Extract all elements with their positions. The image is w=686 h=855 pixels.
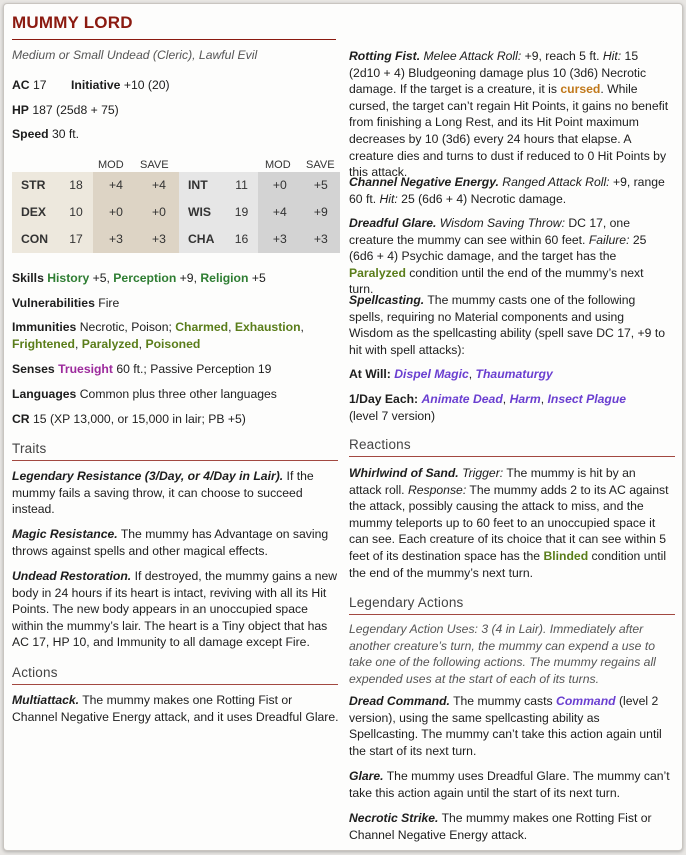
ability-mod: +4 (93, 172, 139, 199)
legendary-name: Glare. (349, 769, 384, 783)
ability-row (179, 199, 340, 226)
condition-paralyzed[interactable]: Paralyzed (349, 265, 406, 280)
creature-meta: Medium or Small Undead (Cleric), Lawful Evil (12, 48, 258, 62)
ability-row (12, 199, 179, 226)
ability-mod: +0 (93, 199, 139, 226)
title-divider (12, 39, 336, 40)
separator: , (502, 392, 510, 406)
action-name: Dreadful Glare. (349, 216, 437, 230)
action-name: Rotting Fist. (349, 49, 421, 63)
actions-heading: Actions (12, 665, 58, 680)
ability-name: DEX (12, 199, 59, 226)
skill-perception[interactable]: Perception (113, 271, 177, 285)
action-spellcasting (349, 292, 671, 358)
ability-name: INT (179, 172, 225, 199)
senses-value: 60 ft.; Passive Perception 19 (112, 362, 272, 376)
ac-value: 17 (33, 78, 47, 92)
challenge-rating (12, 411, 246, 428)
traits-heading: Traits (12, 441, 47, 456)
ability-row (179, 226, 340, 253)
ability-score: 10 (59, 199, 93, 226)
ability-mod: +3 (93, 226, 139, 253)
action-text: The mummy casts one of the following spells, requiring no Material components and using Wisdom as the spellcasting ability (spell save DC 17, +9 to hit with spell attacks): (349, 293, 666, 357)
senses-label: Senses (12, 362, 55, 376)
action-name: Channel Negative Energy. (349, 175, 499, 189)
action-text: +9, reach 5 ft. (521, 49, 603, 63)
action-rotting-fist (349, 48, 669, 181)
action-channel-negative-energy (349, 174, 669, 207)
ability-save: +0 (139, 199, 179, 226)
action-text: 25 (6d6 + 4) Psychic damage, and the target has the (349, 232, 647, 264)
separator: , (74, 336, 82, 351)
speed-label: Speed (12, 127, 49, 141)
legendary-name: Necrotic Strike. (349, 811, 439, 825)
trait-text: If the mummy fails a saving throw, it can choose to succeed instead. (12, 469, 314, 517)
cursed-link[interactable]: cursed (560, 82, 601, 97)
vulnerabilities-value: Fire (98, 296, 120, 310)
ability-save: +3 (139, 226, 179, 253)
vulnerabilities-label: Vulnerabilities (12, 296, 95, 310)
condition-frightened[interactable]: Frightened (12, 336, 75, 351)
attack-type: Melee Attack Roll: (420, 49, 522, 63)
immunities (12, 319, 332, 352)
spell-animate-dead[interactable]: Animate Dead (421, 392, 503, 406)
legendary-necrotic-strike (349, 810, 671, 843)
ability-save: +9 (302, 199, 340, 226)
spell-thaumaturgy[interactable]: Thaumaturgy (475, 367, 553, 381)
initiative-value: +10 (20) (123, 78, 170, 92)
speed-value: 30 ft. (51, 127, 80, 141)
separator: , (138, 336, 146, 351)
hp-value: 187 (25d8 + 75) (32, 103, 119, 117)
day-label: 1/Day Each: (349, 392, 419, 406)
trait-magic-resistance (12, 526, 332, 559)
legendary-dread-command (349, 693, 671, 759)
languages-value: Common plus three other languages (79, 387, 277, 401)
ability-mod: +4 (258, 199, 302, 226)
languages-label: Languages (12, 387, 77, 401)
action-text: condition until the end of the mummy’s next turn. (349, 265, 644, 297)
armor-class (12, 77, 47, 94)
ability-mod: +0 (258, 172, 302, 199)
ability-save: +4 (139, 172, 179, 199)
action-multiattack (12, 692, 340, 725)
action-name: Spellcasting. (349, 293, 425, 307)
attack-type: Ranged Attack Roll: (498, 175, 610, 189)
mod-header: MOD (98, 159, 124, 171)
skill-religion[interactable]: Religion (200, 271, 249, 285)
ability-score: 18 (59, 172, 93, 199)
spell-note: (level 7 version) (349, 408, 436, 423)
reaction-whirlwind-of-sand (349, 465, 671, 581)
save-type: Wisdom Saving Throw: (436, 216, 565, 230)
legendary-divider (349, 614, 675, 615)
trait-legendary-resistance (12, 468, 338, 518)
ability-score: 16 (225, 226, 258, 253)
skills (12, 270, 266, 287)
languages (12, 386, 277, 403)
action-text: . While cursed, the target can’t regain Hit Points, it gains no benefit from finishing a Long Rest, and its Hit Point maximum decreases by 10 (3d6) every 24 hours that elapse. A creature dies and turns to dust if reduced to 0 Hit Points by this attack. (349, 82, 669, 180)
skill-history[interactable]: History (47, 271, 90, 285)
ability-name: CHA (179, 226, 225, 253)
skill-value: +9, (176, 271, 201, 285)
action-text: 15 (2d10 + 4) Bludgeoning damage plus 10 (3d6) Necrotic damage. If the target is a creature, it is (349, 49, 647, 97)
legendary-text: The mummy makes one Rotting Fist or Channel Negative Energy attack. (349, 811, 652, 842)
condition-charmed[interactable]: Charmed (175, 320, 229, 334)
trait-name: Legendary Resistance (3/Day, or 4/Day in Lair). (12, 469, 284, 483)
save-header: SAVE (140, 159, 169, 171)
ac-label: AC (12, 78, 30, 92)
legendary-glare (349, 768, 671, 801)
action-text: +9, range 60 ft. (349, 175, 665, 206)
hit-points (12, 102, 119, 119)
cr-value: 15 (XP 13,000, or 15,000 in lair; PB +5) (33, 412, 246, 426)
trigger-label: Trigger: (458, 466, 504, 480)
skill-value: +5 (248, 271, 266, 285)
skills-label: Skills (12, 271, 44, 285)
initiative-label: Initiative (71, 78, 121, 92)
mod-header: MOD (265, 159, 291, 171)
ability-save: +3 (302, 226, 340, 253)
hp-label: HP (12, 103, 29, 117)
legendary-text: (level 2 version), using the same spellcasting ability as Spellcasting. The mummy can’t take this action again until the start of its next turn. (349, 694, 662, 758)
action-dreadful-glare (349, 215, 669, 298)
legendary-actions-heading: Legendary Actions (349, 595, 464, 610)
ability-name: CON (12, 226, 59, 253)
legendary-intro: Legendary Action Uses: 3 (4 in Lair). Immediately after another creature’s turn, the mummy can expend a use to take one of the following actions. The mummy regains all expended uses at the start of each of its turns. (349, 622, 656, 686)
trait-text: The mummy has Advantage on saving throws against spells and other magical effects. (12, 527, 329, 558)
legendary-text: The mummy casts (449, 694, 557, 708)
at-will-label: At Will: (349, 367, 391, 381)
page-title: MUMMY LORD (12, 13, 133, 32)
stat-block-card (3, 3, 683, 851)
condition-blinded[interactable]: Blinded (543, 548, 589, 563)
actions-divider (12, 684, 338, 685)
reaction-name: Whirlwind of Sand. (349, 466, 459, 480)
trait-name: Undead Restoration. (12, 569, 132, 583)
hit-label: Hit: (379, 191, 398, 206)
trait-name: Magic Resistance. (12, 527, 118, 541)
ability-score: 19 (225, 199, 258, 226)
reactions-heading: Reactions (349, 437, 411, 452)
action-name: Multiattack. (12, 693, 80, 707)
ability-score: 17 (59, 226, 93, 253)
ability-row (179, 172, 340, 199)
separator: , (540, 392, 548, 406)
separator: , (468, 367, 476, 381)
speed (12, 126, 79, 143)
spells-at-will (349, 366, 671, 383)
separator: , (228, 320, 235, 334)
ability-table-left (12, 172, 179, 253)
ability-row (12, 226, 179, 253)
traits-divider (12, 460, 338, 461)
trait-undead-restoration (12, 568, 340, 651)
response-label: Response: (407, 482, 467, 497)
vulnerabilities (12, 295, 119, 312)
separator: , (300, 320, 304, 334)
sense-truesight[interactable]: Truesight (58, 362, 113, 376)
ability-table-right (179, 172, 340, 253)
skill-value: +5, (89, 271, 114, 285)
trait-text: If destroyed, the mummy gains a new body in 24 hours if its heart is intact, reviving with all its Hit Points. The new body appears in an unoccupied space within the mummy’s lair. The heart is a Tiny object that has AC 17, HP 10, and Immunity to all damage except Fire. (12, 569, 338, 650)
action-text: The mummy makes one Rotting Fist or Channel Negative Energy attack, and it uses Dreadful Glare. (12, 693, 339, 724)
reaction-text: The mummy adds 2 to its AC against the attack, possibly causing the attack to miss, and the mummy teleports up to 60 feet to an unoccupied space it can see. Each creature of its choice that it can see within 5 feet of its destination space has the (349, 482, 669, 563)
ability-mod: +3 (258, 226, 302, 253)
spell-insect-plague[interactable]: Insect Plague (547, 392, 627, 406)
legendary-text: The mummy uses Dreadful Glare. The mummy can’t take this action again until the start of its next turn. (349, 769, 670, 800)
cr-label: CR (12, 412, 30, 426)
immunities-label: Immunities (12, 320, 77, 334)
immunities-value: Necrotic, Poison; (79, 320, 176, 334)
legendary-name: Dread Command. (349, 694, 450, 708)
senses (12, 361, 271, 378)
reaction-text: condition until the end of the mummy’s next turn. (349, 548, 667, 580)
ability-score: 11 (225, 172, 258, 199)
action-text: DC 17, one creature the mummy can see within 60 feet. (349, 216, 630, 247)
condition-exhaustion[interactable]: Exhaustion (234, 320, 301, 334)
reactions-divider (349, 456, 675, 457)
save-header: SAVE (306, 159, 335, 171)
reaction-text: The mummy is hit by an attack roll. (349, 466, 636, 497)
action-text: 25 (6d6 + 4) Necrotic damage. (397, 191, 567, 206)
spells-1-day (349, 391, 649, 424)
spell-command[interactable]: Command (556, 694, 616, 708)
spell-harm[interactable]: Harm (509, 392, 541, 406)
ability-name: WIS (179, 199, 225, 226)
ability-name: STR (12, 172, 59, 199)
failure-label: Failure: (588, 232, 630, 247)
condition-poisoned[interactable]: Poisoned (145, 336, 201, 351)
hit-label: Hit: (602, 49, 622, 63)
spell-dispel-magic[interactable]: Dispel Magic (394, 367, 469, 381)
initiative (71, 77, 170, 94)
ability-row (12, 172, 179, 199)
condition-paralyzed[interactable]: Paralyzed (81, 336, 139, 351)
ability-save: +5 (302, 172, 340, 199)
